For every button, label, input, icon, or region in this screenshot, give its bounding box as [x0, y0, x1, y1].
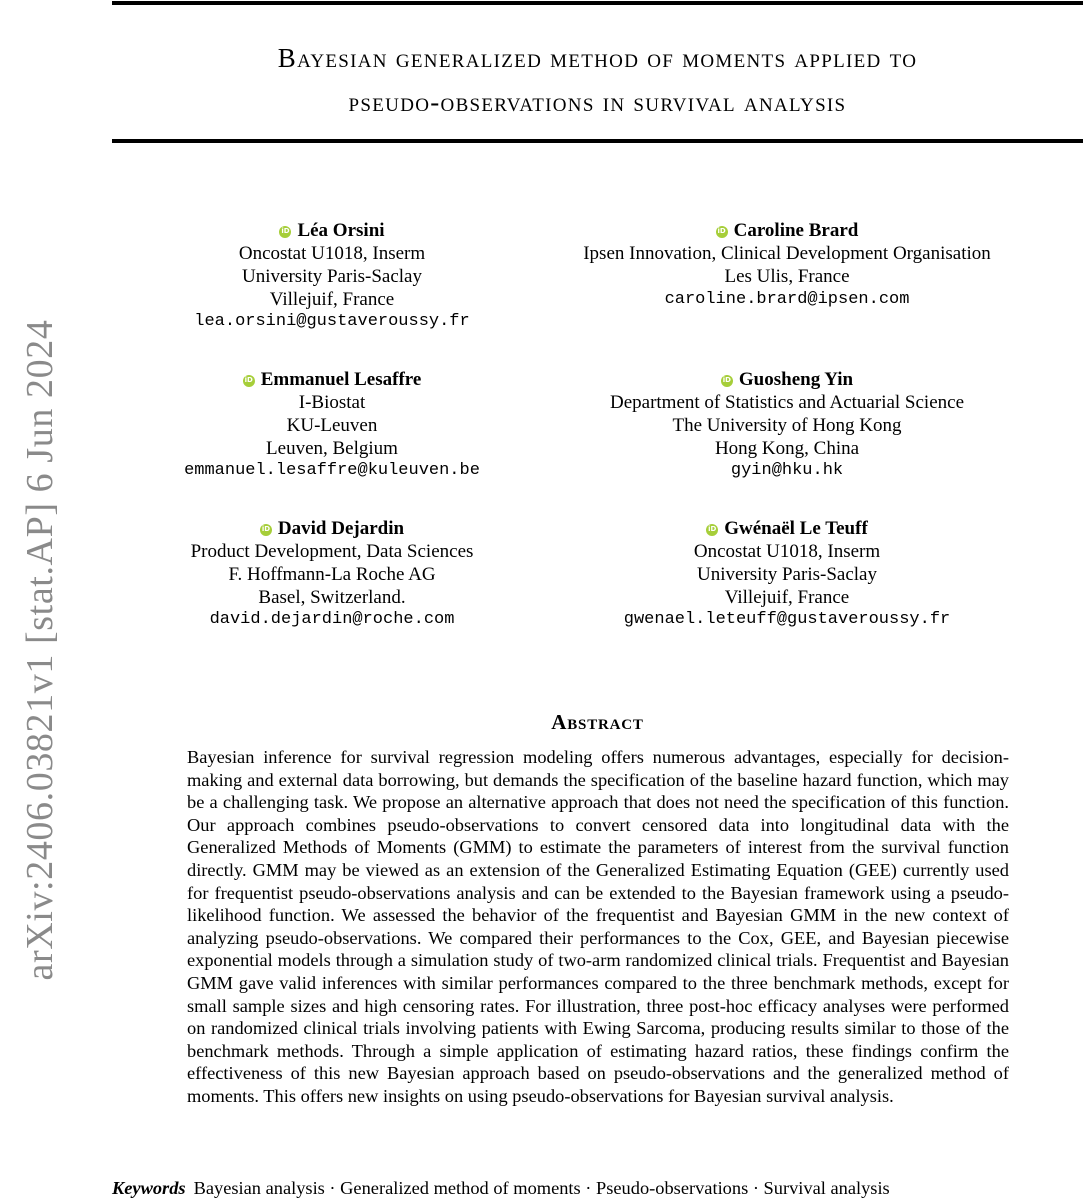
author-block-orsini: [97, 217, 567, 334]
affiliation-line: Department of Statistics and Actuarial Science: [609, 391, 965, 413]
author-name: Emmanuel Lesaffre: [260, 369, 422, 391]
affiliation-line: I-Biostat: [298, 391, 366, 413]
affiliation-line: Ipsen Innovation, Clinical Development Organisation: [583, 242, 991, 264]
author-email[interactable]: caroline.brard@ipsen.com: [664, 289, 910, 309]
title-line-2: pseudo-observations in survival analysis: [348, 87, 847, 117]
affiliation-line: Basel, Switzerland.: [258, 586, 406, 608]
keywords-text: Bayesian analysis · Generalized method of moments · Pseudo-observations · Survival analysis: [193, 1178, 890, 1198]
author-email[interactable]: gwenael.leteuff@gustaveroussy.fr: [623, 610, 951, 630]
keywords-label: Keywords: [112, 1178, 186, 1198]
orcid-icon[interactable]: iD: [243, 375, 255, 387]
author-name: Gwénaël Le Teuff: [724, 518, 868, 540]
author-block-yin: [552, 366, 1022, 483]
abstract-text: Bayesian inference for survival regression modeling offers numerous advantages, especially for decision-making and external data borrowing, but demands the specification of the baseline hazard function, which may be a challenging task. We propose an alternative approach that does not need the specification of this function. Our approach combines pseudo-observations to convert censored data into longitudinal data with the Generalized Methods of Moments (GMM) to estimate the parameters of interest from the survival function directly. GMM may be viewed as an extension of the Generalized Estimating Equation (GEE) currently used for frequentist pseudo-observations analysis and can be extended to the Bayesian framework using a pseudo-likelihood function. We assessed the behavior of the frequentist and Bayesian GMM in the new context of analyzing pseudo-observations. We compared their performances to the Cox, GEE, and Bayesian piecewise exponential models through a simulation study of two-arm randomized clinical trials. Frequentist and Bayesian GMM gave valid inferences with similar performances compared to the three benchmark methods, except for small sample sizes and high censoring rates. For illustration, three post-hoc efficacy analyses were performed on randomized clinical trials involving patients with Ewing Sarcoma, producing results similar to those of the benchmark methods. Through a simple application of estimating hazard ratios, these findings confirm the effectiveness of this new Bayesian approach based on pseudo-observations and the generalized method of moments. This offers new insights on using pseudo-observations for Bayesian survival analysis.: [187, 747, 1009, 1106]
affiliation-line: KU-Leuven: [286, 414, 378, 436]
affiliation-line: F. Hoffmann-La Roche AG: [228, 563, 436, 585]
author-email[interactable]: gyin@hku.hk: [730, 461, 844, 481]
author-name: Caroline Brard: [733, 220, 859, 242]
author-block-dejardin: [97, 515, 567, 632]
orcid-icon[interactable]: iD: [706, 524, 718, 536]
affiliation-line: University Paris-Saclay: [242, 265, 422, 287]
author-email[interactable]: david.dejardin@roche.com: [209, 610, 455, 630]
title-bottom-rule: [112, 139, 1083, 143]
affiliation-line: The University of Hong Kong: [672, 414, 902, 436]
author-block-le-teuff: [552, 515, 1022, 632]
author-name: David Dejardin: [277, 518, 405, 540]
orcid-icon[interactable]: iD: [279, 226, 291, 238]
affiliation-line: Hong Kong, China: [714, 437, 860, 459]
affiliation-line: Oncostat U1018, Inserm: [238, 242, 426, 264]
abstract-heading: Abstract: [551, 710, 644, 734]
affiliation-line: Villejuif, France: [269, 288, 395, 310]
author-block-lesaffre: [97, 366, 567, 483]
affiliation-line: University Paris-Saclay: [697, 563, 877, 585]
author-email[interactable]: emmanuel.lesaffre@kuleuven.be: [184, 461, 480, 481]
paper-title: [112, 36, 1083, 124]
affiliation-line: Product Development, Data Sciences: [190, 540, 474, 562]
author-block-brard: [552, 217, 1022, 311]
title-top-rule: [112, 1, 1083, 5]
orcid-icon[interactable]: iD: [260, 524, 272, 536]
keywords-line: [112, 1178, 890, 1199]
orcid-icon[interactable]: iD: [721, 375, 733, 387]
author-name: Léa Orsini: [297, 220, 385, 242]
author-name: Guosheng Yin: [738, 369, 854, 391]
affiliation-line: Leuven, Belgium: [266, 437, 398, 459]
orcid-icon[interactable]: iD: [716, 226, 728, 238]
affiliation-line: Les Ulis, France: [724, 265, 850, 287]
arxiv-stamp[interactable]: arXiv:2406.03821v1 [stat.AP] 6 Jun 2024: [19, 319, 61, 981]
affiliation-line: Oncostat U1018, Inserm: [693, 540, 881, 562]
title-line-1: Bayesian generalized method of moments applied to: [277, 43, 918, 73]
author-email[interactable]: lea.orsini@gustaveroussy.fr: [194, 312, 470, 332]
affiliation-line: Villejuif, France: [724, 586, 850, 608]
